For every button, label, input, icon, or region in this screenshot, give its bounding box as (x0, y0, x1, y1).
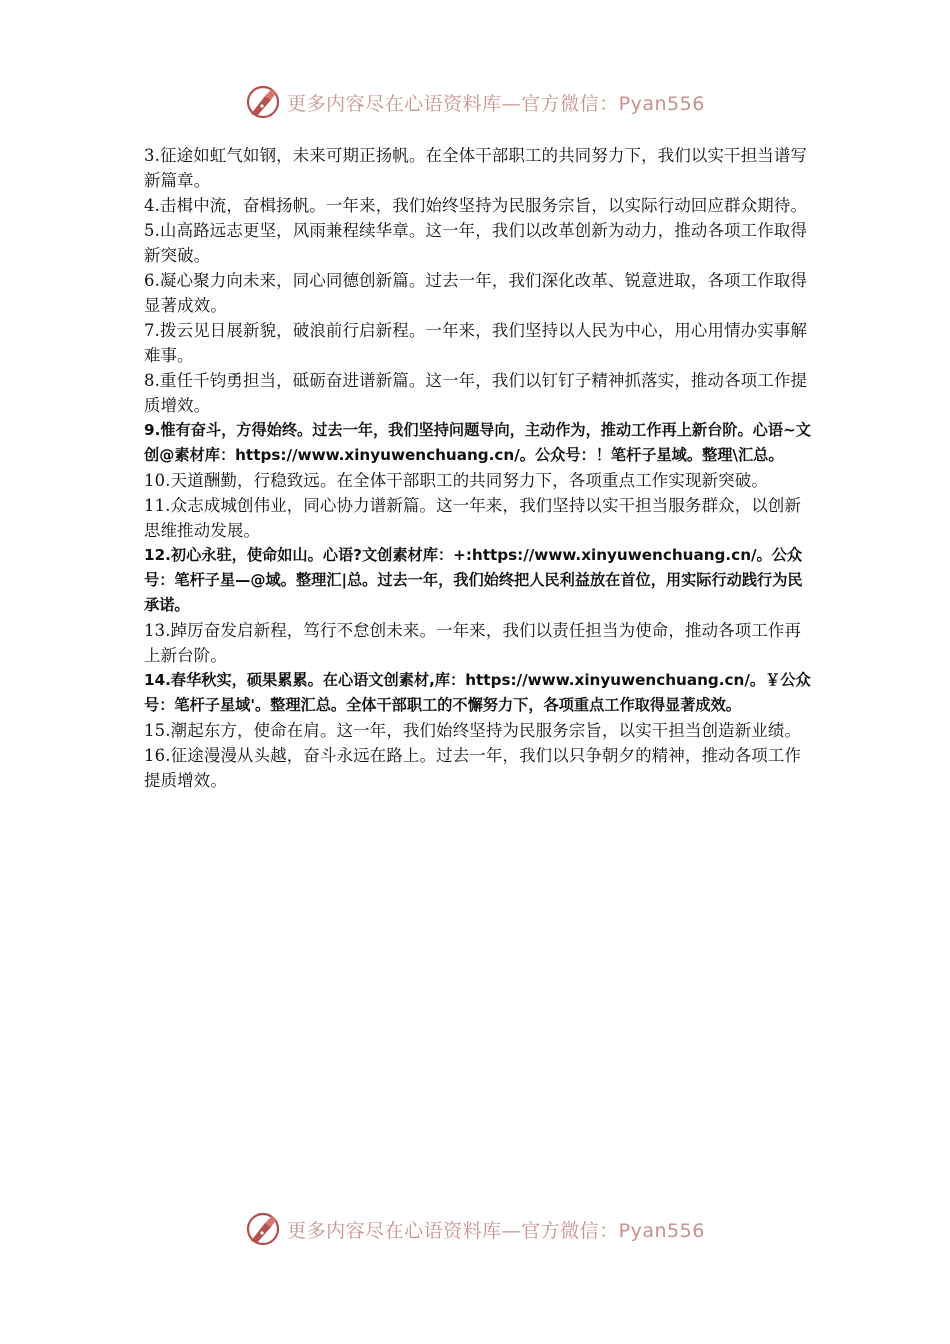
document-body (144, 143, 812, 793)
pen-nib-circle-icon (245, 84, 281, 120)
footer-wechat-id: Pyan556 (618, 1219, 705, 1242)
paragraph: 5.山高路远志更坚，风雨兼程续华章。这一年，我们以改革创新为动力，推动各项工作取得新突破。 (144, 221, 808, 265)
paragraph: 10.天道酬勤，行稳致远。在全体干部职工的共同努力下，各项重点工作实现新突破。 (144, 471, 768, 490)
paragraph: 12.初心永驻，使命如山。心语?文创素材库：+:https://www.xinyuwenchuang.cn/。公众号：笔杆子星—@域。整理汇|总。过去一年，我们始终把人民利益放在首位，用实际行动践行为民承诺。 (144, 546, 803, 614)
paragraph: 16.征途漫漫从头越，奋斗永远在路上。过去一年，我们以只争朝夕的精神，推动各项工作提质增效。 (144, 746, 802, 790)
banner-text: 更多内容尽在心语资料库—官方微信：Pyan556 (287, 92, 705, 115)
footer-banner (0, 1209, 950, 1249)
paragraph: 15.潮起东方，使命在肩。这一年，我们始终坚持为民服务宗旨，以实干担当创造新业绩。 (144, 721, 802, 740)
header-banner (0, 82, 950, 122)
paragraph: 8.重任千钧勇担当，砥砺奋进谱新篇。这一年，我们以钉钉子精神抓落实，推动各项工作提质增效。 (144, 371, 808, 415)
paragraph: 14.春华秋实，硕果累累。在心语文创素材,库：https://www.xinyuwenchuang.cn/。￥公众号：笔杆子星域'。整理汇总。全体干部职工的不懈努力下，各项重点工作取得显著成效。 (144, 671, 811, 714)
paragraph: 11.众志成城创伟业，同心协力谱新篇。这一年来，我们坚持以实干担当服务群众，以创新思维推动发展。 (144, 496, 802, 540)
paragraph: 13.踔厉奋发启新程，笃行不怠创未来。一年来，我们以责任担当为使命，推动各项工作再上新台阶。 (144, 621, 802, 665)
paragraph: 6.凝心聚力向未来，同心同德创新篇。过去一年，我们深化改革、锐意进取，各项工作取得显著成效。 (144, 271, 808, 315)
paragraph: 7.拨云见日展新貌，破浪前行启新程。一年来，我们坚持以人民为中心，用心用情办实事解难事。 (144, 321, 808, 365)
footer-banner-text: 更多内容尽在心语资料库—官方微信：Pyan556 (287, 1219, 705, 1242)
paragraph: 9.惟有奋斗，方得始终。过去一年，我们坚持问题导向，主动作为，推动工作再上新台阶。心语~文创@素材库：https://www.xinyuwenchuang.cn/。公众号：！笔杆子星域。整理\汇总。 (144, 421, 811, 464)
pen-nib-circle-icon (245, 1211, 281, 1247)
paragraph: 3.征途如虹气如钢，未来可期正扬帆。在全体干部职工的共同努力下，我们以实干担当谱写新篇章。 (144, 146, 808, 190)
paragraph: 4.击楫中流，奋楫扬帆。一年来，我们始终坚持为民服务宗旨，以实际行动回应群众期待。 (144, 196, 808, 215)
wechat-id: Pyan556 (618, 92, 705, 115)
